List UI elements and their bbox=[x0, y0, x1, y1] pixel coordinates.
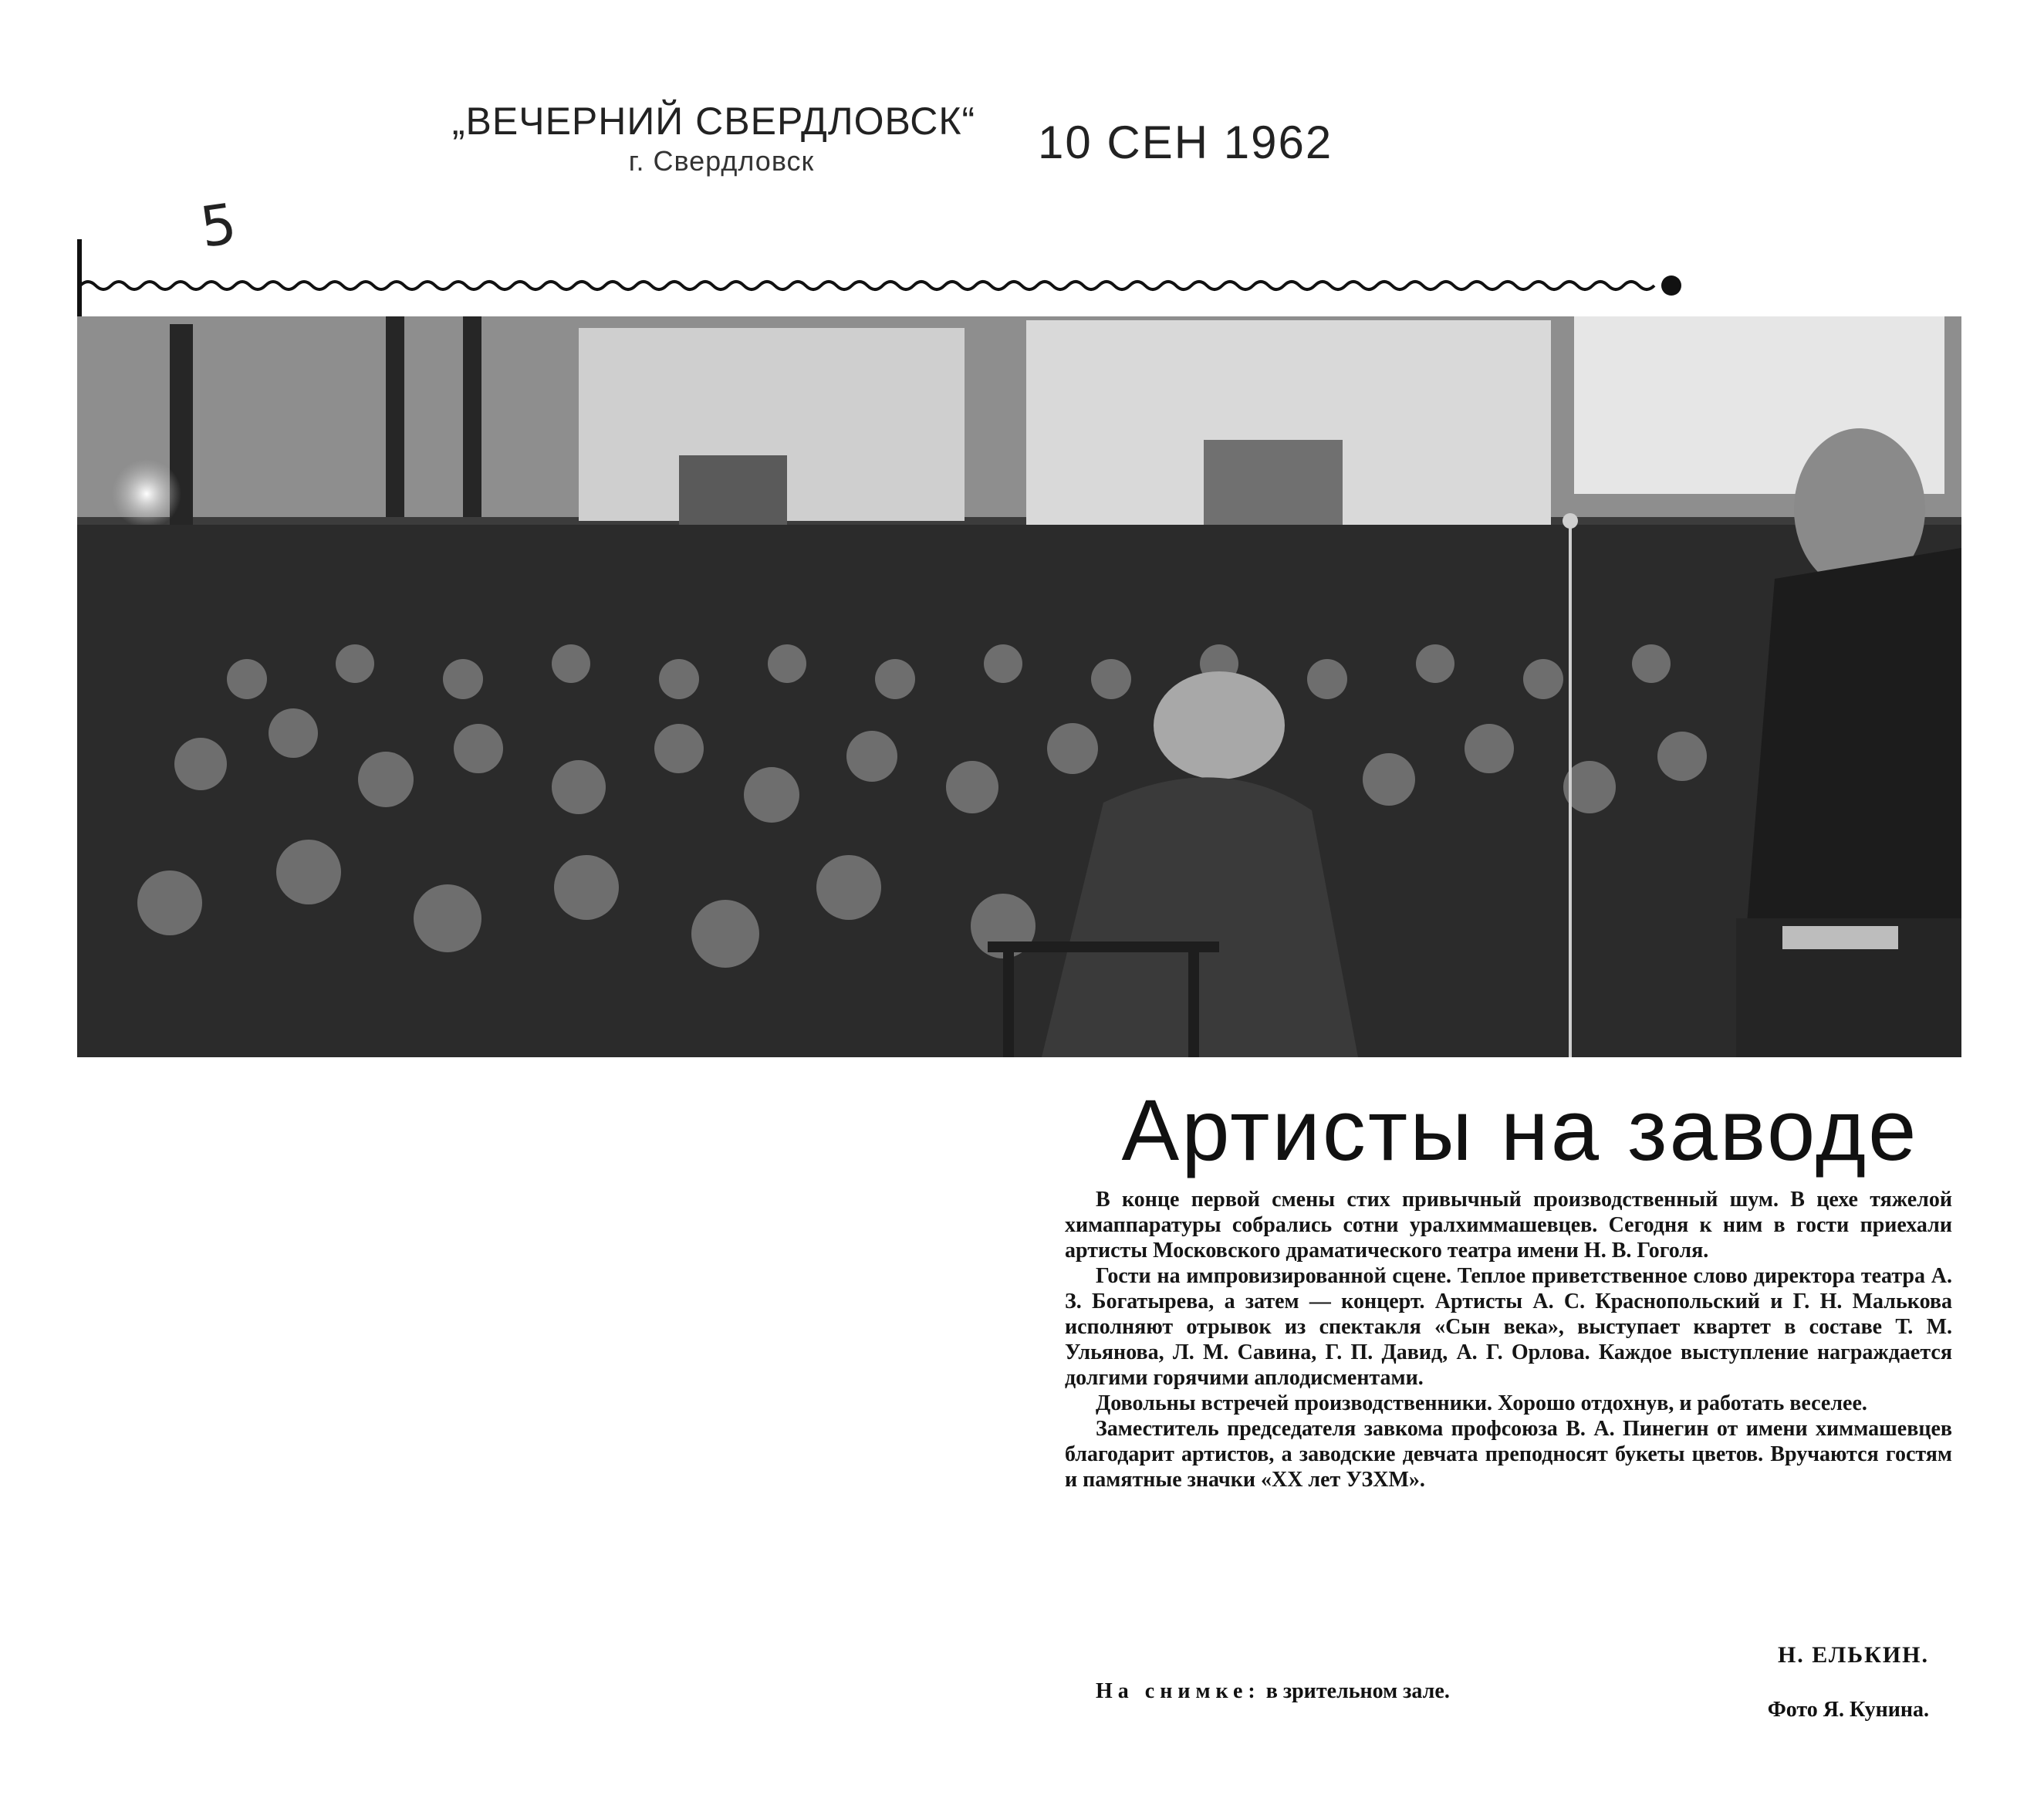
news-photo bbox=[77, 316, 1961, 1057]
article-paragraph: Заместитель председателя завкома профсоюза В. А. Пинегин от имени химмашевцев благодарит артистов, а заводские девчата преподносят букеты цветов. Вручаются гостям и памятные значки «XX лет УЗХМ». bbox=[1065, 1417, 1952, 1492]
photo-caption bbox=[1096, 1679, 1450, 1704]
newspaper-stamp: „ВЕЧЕРНИЙ СВЕРДЛОВСК“ bbox=[451, 100, 976, 143]
article-paragraph: Гости на импровизированной сцене. Теплое приветственное слово директора театра А. З. Богатырева, а затем — концерт. Артисты А. С. Краснопольский и Г. Н. Малькова исполняют отрывок из спектакля «Сын века», выступает квартет в составе Т. М. Ульянова, Л. М. Савина, Г. П. Давид, А. Г. Орлова. Каждое выступление награждается долгими горячими аплодисментами. bbox=[1065, 1264, 1952, 1390]
caption-label: На снимке: bbox=[1096, 1679, 1261, 1703]
article-body bbox=[1065, 1187, 1952, 1492]
photo-scene bbox=[77, 316, 1961, 1057]
date-stamp: 10 СЕН 1962 bbox=[1038, 117, 1333, 168]
city-stamp: г. Свердловск bbox=[628, 145, 815, 177]
photo-credit: Фото Я. Кунина. bbox=[1767, 1698, 1929, 1722]
caption-text: в зрительном зале. bbox=[1260, 1679, 1450, 1703]
article-paragraph: Довольны встречей производственники. Хорошо отдохнув, и работать веселее. bbox=[1096, 1391, 1867, 1415]
wavy-divider bbox=[80, 274, 1685, 297]
article-headline: Артисты на заводе bbox=[1121, 1082, 1919, 1178]
handwritten-mark: 5 bbox=[196, 191, 241, 260]
article-author: Н. ЕЛЬКИН. bbox=[1777, 1642, 1929, 1668]
article-paragraph: В конце первой смены стих привычный производственный шум. В цехе тяжелой химаппаратуры собрались сотни уралхиммашевцев. Сегодня к ним в гости приехали артисты Московского драматического театра имени Н. В. Гоголя. bbox=[1065, 1188, 1952, 1263]
